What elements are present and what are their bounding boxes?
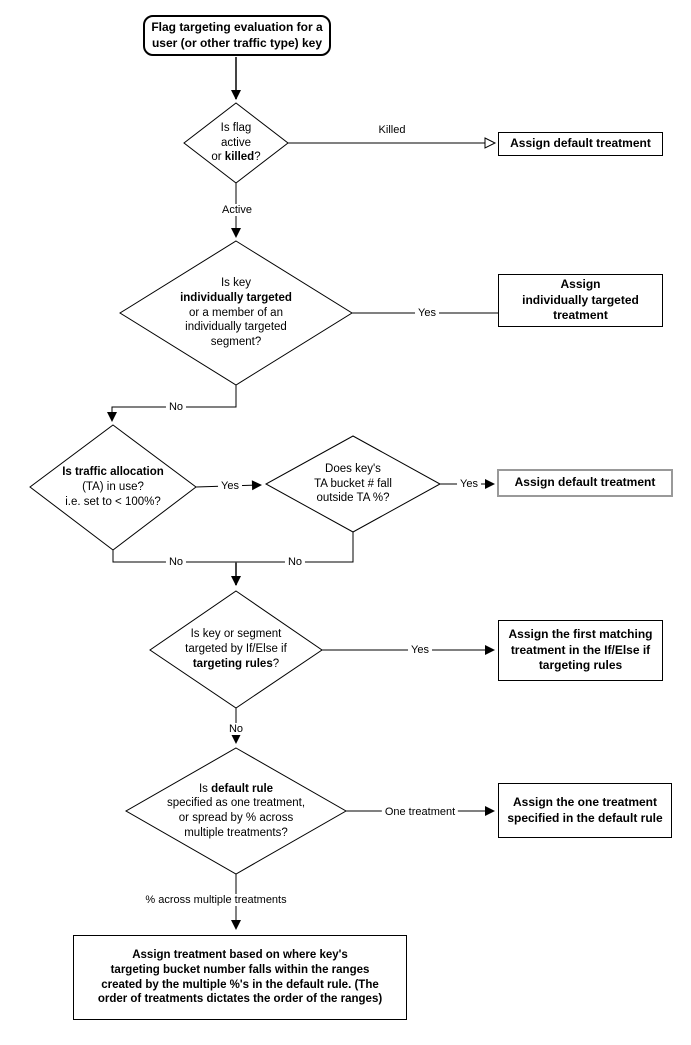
box-ranges-shape <box>74 936 407 1020</box>
diamond-default-rule-label: Is default rule specified as one treatment, or spread by % across multiple treatments? <box>166 782 306 839</box>
box-first-matching-label: Assign the first matching treatment in the If/Else if targeting rules <box>508 627 653 673</box>
edge-label-active: Active <box>219 204 255 216</box>
diamond-flag-active-label: Is flag active or killed? <box>211 121 261 164</box>
box-default-treatment-1-shape <box>499 133 663 156</box>
diamond-flag-active-shape <box>184 103 288 183</box>
edge-label-yes-ta: Yes <box>218 480 242 492</box>
box-default-treatment-2-shape <box>498 470 672 496</box>
box-one-treatment-shape <box>499 784 672 838</box>
edge-label-no-rules: No <box>226 723 246 735</box>
edge-label-yes-rules: Yes <box>408 644 432 656</box>
edge-label-one-treatment: One treatment <box>382 806 458 818</box>
start-node-shape <box>144 16 330 55</box>
diamond-ta-bucket-shape <box>266 436 440 532</box>
box-ranges-label: Assign treatment based on where key's targeting bucket number falls within the ranges created by the multiple %'s in the default rule. (The order of treatments dictates the order of the ranges) <box>97 949 383 1006</box>
edge-label-killed: Killed <box>376 124 409 136</box>
diamond-ta-bucket-label: Does key's TA bucket # fall outside TA %? <box>314 462 392 505</box>
edge-label-yes-bucket: Yes <box>457 478 481 490</box>
diamond-individually-targeted-label: Is key individually targeted or a member of an individually targeted segment? <box>180 277 292 349</box>
box-first-matching-shape <box>499 621 663 681</box>
edge-label-pct-multiple: % across multiple treatments <box>142 894 289 906</box>
box-one-treatment-label: Assign the one treatment specified in the default rule <box>507 795 663 825</box>
edge-label-no-individual: No <box>166 401 186 413</box>
edge-label-no-bucket: No <box>285 556 305 568</box>
edge-label-no-ta: No <box>166 556 186 568</box>
diamond-targeting-rules-shape <box>150 591 322 708</box>
start-node-label: Flag targeting evaluation for a user (or other traffic type) key <box>151 20 323 50</box>
diamond-traffic-allocation-label: Is traffic allocation (TA) in use? i.e. set to < 100%? <box>62 466 164 508</box>
diamond-default-rule-shape <box>126 748 346 874</box>
diamond-targeting-rules-label: Is key or segment targeted by If/Else if targeting rules? <box>185 628 287 670</box>
box-default-treatment-1-label: Assign default treatment <box>510 136 651 151</box>
diamond-traffic-allocation-shape <box>30 425 196 550</box>
box-default-treatment-2-label: Assign default treatment <box>514 475 656 490</box>
edge-label-yes-individual: Yes <box>415 307 439 319</box>
box-individually-targeted-shape <box>499 275 663 327</box>
box-individually-targeted-label: Assign individually targeted treatment <box>522 277 639 323</box>
diamond-individually-targeted-shape <box>120 241 352 385</box>
